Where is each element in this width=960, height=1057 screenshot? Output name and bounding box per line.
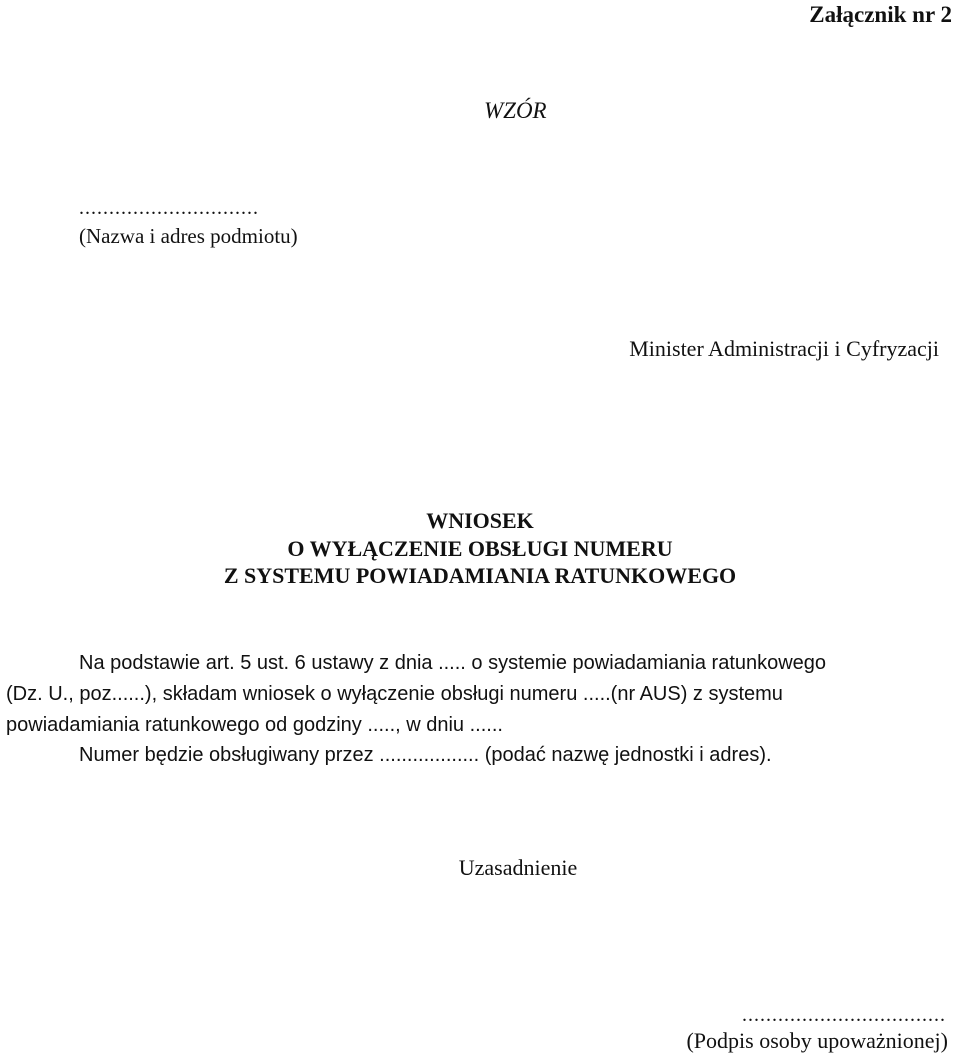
title-line-2: O WYŁĄCZENIE OBSŁUGI NUMERU xyxy=(287,536,673,561)
title-line-3: Z SYSTEMU POWIADAMIANIA RATUNKOWEGO xyxy=(223,563,737,588)
sender-label: (Nazwa i adres podmiotu) xyxy=(79,224,298,248)
recipient: Minister Administracji i Cyfryzacji xyxy=(629,336,939,361)
justification-heading: Uzasadnienie xyxy=(458,855,578,880)
body-line-1: Na podstawie art. 5 ust. 6 ustawy z dnia ..... o systemie powiadamiania ratunkowego xyxy=(79,652,827,674)
annex-label: Załącznik nr 2 xyxy=(809,2,952,27)
sender-dots: .............................. xyxy=(79,197,259,219)
template-label: WZÓR xyxy=(484,98,547,123)
body-line-4: Numer będzie obsługiwany przez .................. (podać nazwę jednostki i adres). xyxy=(79,744,772,766)
title-line-1: WNIOSEK xyxy=(426,508,534,533)
body-line-2: (Dz. U., poz......), składam wniosek o wyłączenie obsługi numeru .....(nr AUS) z systemu xyxy=(6,683,783,705)
signature-dots: .................................. xyxy=(742,1004,946,1026)
signature-label: (Podpis osoby upoważnionej) xyxy=(686,1028,948,1053)
body-line-3: powiadamiania ratunkowego od godziny ....., w dniu ...... xyxy=(6,714,503,736)
